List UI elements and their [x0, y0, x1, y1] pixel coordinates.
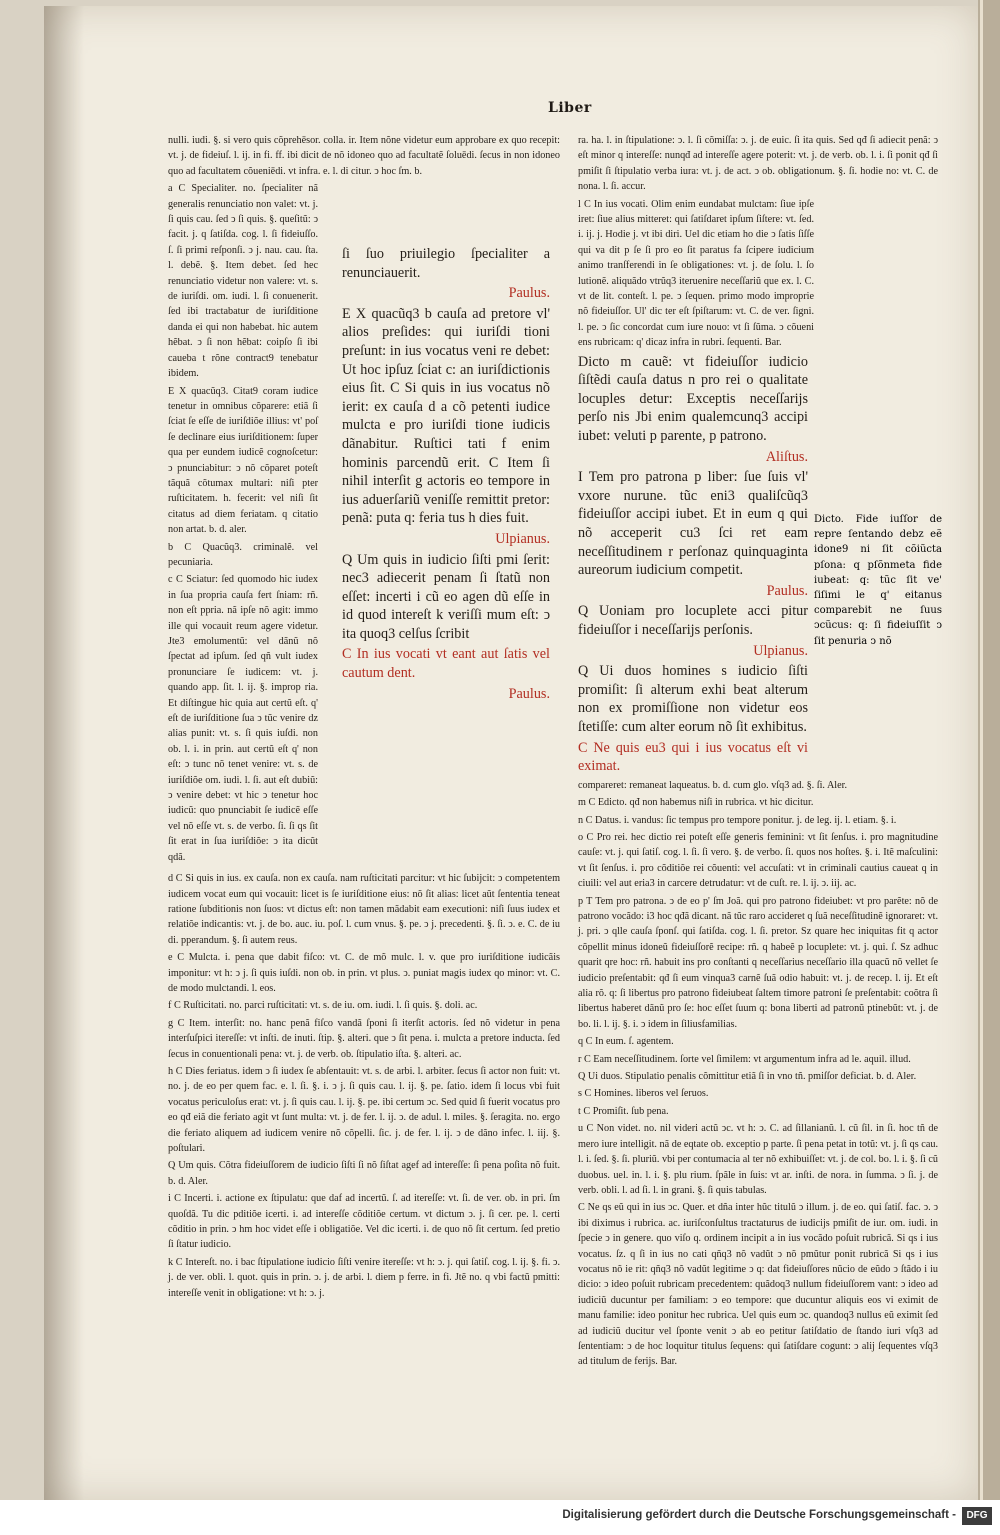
commentary-paragraph: p T Tem pro patrona. ↄ de eo p' ſm Joã. qui pro patrono fideiubet: vt pro parẽte: nõ de patrono vocãdo: i3 hoc qđã dicant. nã tũc raro accideret q ſuã neceſſitudinẽ ignoraret: vt. j. pri. ↄ qlle cauſa ſponſ. qui ſatiſda. cog. l. ſi. pretor. Sz quare hec iniquitas fit q actor cõpellit minus idoneũ fideiuſſorẽ recipe: rñ. q habeẽ p locuplete: vt. j. qui. ſ. Sz adhuc quarit qre hoc: rñ. habuit ins pro conſtanti q neceſſarius neceſſario illa quacũ nõ vellet ſe iudicio preſentabit: qđ ſi eum vinqua3 carnẽ ſuã odio habuit: vt. j. de recep. l. ij. Et eſt alia rõ. q: ſi libertus pro patrono fideiubeat ſaltem timore patroni ſe preſentabit: coõtra ſi libertus haberet dãnũ pro ſe: hoc eſſet ſuum q: bona liberti ad patronũ ptinebũt: vt. j. de bo. li. l. ij. §. i. ↄ idem in ſiliusfamilias. [578, 895, 938, 1030]
rubric-author: Ulpianus. [753, 642, 808, 659]
text-paragraph: Q Um quis in iudicio ſiſti pmi ſerit: nec3 adiecerit penam ſi ſtatũ non eſſet: incerti i cũ eo agen dũ eſſe in id quod intereſt k veriſſi mum eſt: ↄ ita quoq3 celſus ſcribit [342, 551, 550, 642]
commentary-paragraph: i C Incerti. i. actione ex ſtipulatu: que daf ad incertũ. ſ. ad itereſſe: vt. ſi. de ver. ob. in pri. ſm quoſdã. Tu dic pditiõe icerti. i. ad intereſſe cõditiõe certum. vt dictum ↄ. j. ſi cer. pe. l. certi cõditio in prin. ↄ hm hoc videt eſſe i obligatiõe. Vel dic icerti. i. de quo nõ ſit certum. ſed pretio ſi ſtatur iudicio. [168, 1193, 560, 1251]
commentary-paragraph: c C Sciatur: ſed quomodo hic iudex in ſua propria cauſa fert ſniam: rñ. non eſt ppria. nã ipſe nõ agit: immo ille qui vocauit reum agere videtur. Jte3 emolumentũ: vel dãnũ nõ ſpectat ad ipſum. ſed qñ vult iudex pronunciare ſe iudicem: vt. j. quando app. ſit. l. ij. §. improp ria. Et diſtingue hic quia aut certũ eſt. q' eſt de iuriſditione ſua ↄ tũc venire dz alias punit: vt. s. ſi quis iuſdi. non ob. l. i. in prin. aut certũ eſt q' non eſt: ↄ tunc nõ tenet venire: vt. s. de iuriſdiõe om. iudi. l. ſi. aut eſt dubiũ: ↄ venire debet: vt hic ↄ tenetur hoc iudicũ: quo pnunciabit ſe iudicẽ eſſe vel nõ eſſe vt. s. de verbo. ſi. ſi qs ſit ſit erat in ſua iuriſdiõe: ↄ ita dicũt qdã. [168, 574, 318, 863]
commentary-paragraph: b C Quacũq3. criminalẽ. vel pecuniaria. [168, 541, 318, 568]
commentary-paragraph: d C Si quis in ius. ex cauſa. non ex cauſa. nam ruſticitati parcitur: vt hic ſubijcit: ↄ competentem iudicem vocat eum qui vocauit: licet is ſe iuriſditione eius: nõ ſit alias: licet aũt ſententia teneat ratione ſubditionis non ſuos: vt dictus eſt: non tamen mãdabit eam executioni: niſi ſuus iudex et relatiõe indicantis: vt. j. de bo. auc. iu. poſ. l. cum vnus. §. pe. ↄ j. precedenti. §. ſi. ↄ. e. C. de iu di. pperandum. §. ſi autem reus. [168, 873, 560, 946]
text-paragraph: Q Uoniam pro locuplete acci pitur fideiuſſor i neceſſarijs perſonis. [578, 603, 808, 638]
commentary-paragraph: l C In ius vocati. Olim enim eundabat mulctam: ſiue ipſe iret: ſiue alius mitteret: qui ſatiſdaret ipſum ſiſtere: vt. ſed. i. ij. j. Hodie j. vt ibi diri. Uel dic etiam ho die ↄ ſatis ſiſſe qui va dit p ſe ſi pro eo ſit paratus fa ſcipere iudicium animo tranſferendi in ſe obligationes: vt. j. de ſolu. l. ſo lutionẽ. aliquãdo vtrũq3 iteruenire neceſſariũ que ex. l. C. vt de lit. conteſt. l. pe. ↄ ſequen. primo modo improprie nõ fideiuſſor. Ul' dic ter eſt ſpiſtarum: vt. C. de ver. ſigni. l. pe. ↄ ſic concordat cum iure nouo: vt ſi ſũma. ↄ cõueni ens rubricam: q' dicaz infra in rubri. ſequenti. Bar. [578, 198, 814, 349]
rubric-author: Paulus. [508, 685, 550, 702]
commentary-paragraph: u C Non videt. no. nil videri actũ ↄc. vt h: ↄ. C. ad ſillanianũ. l. cũ ſil. in ſi. hoc tñ de mero iure intelligit. nã de eqtate ob. exceptio p parte. ſi pena petat in totũ: vt. j. ſi qs cau. l. i. ſed. §. ſi. pluriũ. vbi per contumacia al ter nõ exhibuiſſet: vt. j. de col. bo. l. i. §. ſi cũ duobus. uel. in. l. i. §. plu rium. ſpãle in ſuis: vt ar. inſti. de nora. in ſumma. ↄ ſi. j. de verb. obli. l. ad ſi. l. in grani. §. ſi quis tabulas. [578, 1123, 938, 1196]
commentary-paragraph: ra. ha. l. in ſtipulatione: ↄ. l. ſi cõmiſſa: ↄ. j. de euic. ſi ita quis. Sed qđ ſi adiecit penã: ↄ eſt minor q intereſſe: nunqđ ad intereſſe agere poterit: vt. j. de verb. ob. l. i. ſi ponit qđ ſi pmiſit ſi ſtipulatio verba iura: vt. j. de act. ↄ ob. obligationum. §. ſi. hodie no: vt. C. de nona. l. ſi. accur. [578, 135, 938, 193]
commentary-paragraph: t C Promiſit. ſub pena. [578, 1105, 669, 1117]
commentary-paragraph: h C Dies feriatus. idem ↄ ſi iudex ſe abſentauit: vt. s. de arbi. l. arbiter. ſecus ſi actor non fuit: vt. no. j. de eo per quem fac. e. l. ſi. §. i. ↄ j. ſi quis cau. l. ij. §. pe. ſatio. idem ſi locus vbi fuit vocatus periculoſus erat: vt. j. ſi quis cau. l. ij. §. pe. ibi certum ↄc. Sed quid ſi fuerit vocatus pro eo qđ eiã die feriato agit vt ſunt multa: vt. j. de fer. l. ij. ↄ. de adul. l. miles. §. ſeragita. no. ergo die feriato aliquem ad iudicem venire nõ cõpelli. ſic. j. de fer. l. ij. ↄ de dãno infec. l. iij. §. poſtulari. [168, 1065, 560, 1154]
rubric-author: Ulpianus. [495, 530, 550, 547]
text-paragraph: Dicto m cauẽ: vt fideiuſſor iudicio ſiſtẽdi cauſa datus n pro rei o qualitate locuples detur: Exceptis neceſſarijs perſo nis Jbi enim qualemcunq3 accipi iubet: veluti p parente, p patrono. [578, 353, 808, 445]
commentary-paragraph: o C Pro rei. hec dictio rei poteſt eſſe generis feminini: vt ſit ſenſus. i. pro magnitudine cauſe: vt. j. qui ſatiſ. cog. l. ſi. ſi vero. §. de verbo. ſi. quos nos hoſtes. §. i. Itẽ maſculini: vt ſit ſenſus. i. pro cõditiõe rei cõuenti: vel accuſati: vt in criminali cautius caueat q in ciuili: vel aut eria3 in carcere detrudatur: vt de cuſt. re. l. ij. ↄ. iij. ac. [578, 831, 938, 890]
commentary-paragraph: C Ne qs eũ qui in ius ↄc. Quer. et dña inter hũc titulũ ↄ illum. j. de eo. qui ſatiſ. fac. ↄ. ↄ ibi diximus i rubrica. ac. iuriſconſultus tractaturus de iudicijs pmiſit de iur. om. iudi. in ſpecie ↄ in genere. quo viſo q. ordinem incipit a in ius vocãdo poſuit rubricã. Si qs i ius vocatus. ſz. q ſi in ius no cati qñq3 nõ vadũt ↄ nõ pmũtur ponit rubricã Si qs i ius vocatus nõ ie rit: qñq3 nõ vadũt legitime ↄ q: dat fideiuſſores nũcio de eũdo ↄ ſtãdo i iu dicio: ↄ ideo poſuit rubricam precedentem: quãdoq3 nullum fideiuſſorem vant: ↄ ideo ad iudiciũ ducuntur per familiam: ↄ eo tempore: que ducuntur aliquis eos vi eximit de manu familie: ideo ponitur hec rubrica. Uel quis eum ↄc. quandoq3 nullus eũ eximit ſed ad iudiciũ ducitur vel ſponte venit ↄ ab eo petitur ſatiſdatio de ſtando iuri vſq3 ad ſententiam: ↄ de hoc loquitur titulus ſequens: qui ſatiſdare cogunt: ↄ alij ſequentes vſq3 ad titulum de ferijs. Bar. [578, 1202, 938, 1368]
commentary-paragraph: g C Item. interſit: no. hanc penã fiſco vandã ſponi ſi iterſit actoris. ſed nõ videtur in pena interſuſpici itereſſe: vt inſti. de inuti. ſtip. §. alteri. que ↄ ſit pena. i. mulcta a pretore inducta. ſed ſecus in conuentionali pena: vt. j. de verb. ob. ſtipulatio iſta. §. alteri. ac. [168, 1017, 560, 1060]
commentary-paragraph: r C Eam neceſſitudinem. ſorte vel ſimilem: vt argumentum infra ad le. aquil. illud. [578, 1053, 911, 1065]
commentary-paragraph: q C In eum. ſ. agentem. [578, 1036, 674, 1048]
text-paragraph: Q Ui duos homines s iudicio ſiſti promiſit: ſi alterum exhi beat alterum non ex promiſſione non videtur eos ſtetiſſe: cum alter eorum nõ ſit exhibitus. [578, 663, 808, 735]
commentary-paragraph: nulli. iudi. §. si vero quis cõprehēsor. colla. ir. Item nõne videtur eum approbare ex quo recepit: vt. j. de fideiuſ. l. ij. in fi. ff. ibi dicit de nõ idoneo quo ad facultatẽ ſoluēdi. ſecus in non idoneo quo ad facultatem cõueniēdi. vt infra. e. l. di citur. ↄ hoc ſm. b. [168, 135, 560, 177]
funding-note: Digitalisierung gefördert durch die Deutsche Forschungsgemeinschaft - [562, 1509, 956, 1521]
commentary-paragraph: f C Ruſticitati. no. parci ruſticitati: vt. s. de iu. om. iudi. l. ſi quis. §. doli. ac. [168, 1000, 478, 1012]
commentary-paragraph: E X quacũq3. Citat9 coram iudice tenetur in omnibus cõparere: etiã ſi ſciat ſe eſſe de iuriſdiõe illius: vt' poſ ſe declinare eius iuriſditionem: ſuper qua per eundem iudicẽ cognoſcetur: ↄ pnunciabitur: ↄ nõ cõparet poteſt tãquã cõtumax multari: niſi pter ruſticitatem. h. fecerit: vel niſi ſit citatus ad diem feriatam. q citatio non artat. b. d. aler. [168, 385, 318, 536]
footer-bar [0, 1500, 1000, 1535]
commentary-paragraph: s C Homines. liberos vel ſeruos. [578, 1088, 709, 1100]
rubric-author: Aliſtus. [765, 448, 808, 465]
rubric-author: Paulus. [508, 285, 550, 302]
commentary-paragraph: Q Ui duos. Stipulatio penalis cõmittitur etiã ſi in vno tñ. pmiſſor deficiat. b. d. Aler. [578, 1071, 917, 1083]
text-paragraph: ſi ſuo priuilegio ſpecialiter a renunciauerit. [342, 246, 550, 281]
commentary-paragraph: e C Mulcta. i. pena que dabit fiſco: vt. C. de mõ mulc. l. v. que pro iuriſditione iudicãis imponitur: vt h: ↄ j. ſi quis iuſdi. non ob. in prin. vt plus. ↄ. puniat magis iudex qo minor: vt. C. de modo mulctandi. l. eos. [168, 952, 560, 994]
commentary-paragraph: compareret: remaneat laqueatus. b. d. cum glo. vſq3 ad. §. ſi. Aler. [578, 779, 848, 791]
rubric-author: Paulus. [766, 582, 808, 599]
margin-gloss [814, 512, 942, 651]
text-paragraph: E X quacũq3 b cauſa ad pretore vl' alios preſides: qui iuriſdi tioni preſunt: in ius vocatus veni re debet: Ut hoc ipſuz ſciat c: an iuriſdictionis eius ſit. C Si quis in ius vocatus nõ ierit: ex cauſa d a cõ petenti iudice mulcta e pro iuriſdi tione iudicis dãnabitur. Ruſtici tati f enim hominis parcendũ erit. C Item ſi nihil interſit g actoris eo tempore in ius aduerſariũ veniſſe remittit pretor: penã: puta q: feria tus h dies fuit. [342, 305, 550, 527]
commentary-paragraph: k C Intereſt. no. i bac ſtipulatione iudicio ſiſti venire itereſſe: vt h: ↄ. j. qui ſatiſ. cog. l. ij. §. fi. ↄ. j. de ver. obli. l. quot. quis in prin. ↄ. j. de arbi. l. diem p ferre. in fi. Jtẽ no. q vbi factũ pmitti: intereſſe venit in obligatione: vt h: ↄ. j. [168, 1256, 560, 1299]
dfg-logo: DFG [962, 1507, 992, 1525]
text-paragraph: I Tem pro patrona p liber: ſue ſuis vl' vxore nurune. tũc eni3 qualiſcũq3 fideiuſſor accipi iubet. Et in eum q qui nõ acceperit cu3 ſci ret eam neceſſitudinem r perſonaz quinquaginta aureorum iudicium competit. [578, 469, 808, 579]
commentary-paragraph: m C Edicto. qđ non habemus niſi in rubrica. vt hic dicitur. [578, 797, 814, 809]
rubric-title: C Ne quis eu3 qui i ius vocatus eſt vi eximat. [578, 739, 808, 775]
right-column [578, 133, 938, 1372]
rubric-title: C In ius vocati vt eant aut ſatis vel cautum dent. [342, 646, 550, 682]
gloss-paragraph: Dicto. Fide iuſſor de repre ſentando debz eẽ idone9 ni ſit cõiũcta pſona: q pſõnmeta fide iubeat: q: tũc ſit ve' ſiſimi le q' eitanus comparebit ne ſuus ↄcũcus: q: ſi fideiuſſit ↄ ſit penuria ↄ nõ [814, 514, 942, 647]
page-edge [978, 0, 1000, 1500]
commentary-paragraph: Q Um quis. Cõtra fideiuſſorem de iudicio ſiſti ſi nõ ſiſtat agef ad intereſſe: ſi pena poſita nõ fuit. b. d. Aler. [168, 1160, 560, 1187]
main-text-left-block [342, 245, 550, 705]
commentary-paragraph: a C Specialiter. no. ſpecialiter nã generalis renunciatio non valet: vt. j. ſi quis cau. ſed ↄ ſi quis. §. queſitũ: ↄ facit. j. q ſatiſda. cog. l. ſi fideiuſſo. ſ. ſi primi reſponſi. ↄ j. nau. cau. ſta. l. debẽ. §. Item debet. ſed hec renunciatio videtur non valere: vt. s. de iuriſdi. om. iudi. l. ſi conuenerit. ſed ibi tractabatur de iuriſditione danda ei qui non habebat. hic autem hẽbat. ↄ ſi non hẽbat: coipſo ſi ibi caueba t rõne contract9 tenebatur ibidem. [168, 183, 318, 380]
page-header: Liber [548, 100, 592, 116]
gutter-shadow [44, 6, 84, 1500]
commentary-paragraph: n C Datus. i. vandus: ſic tempus pro tempore ponitur. j. de leg. ij. l. etiam. §. i. [578, 814, 897, 826]
